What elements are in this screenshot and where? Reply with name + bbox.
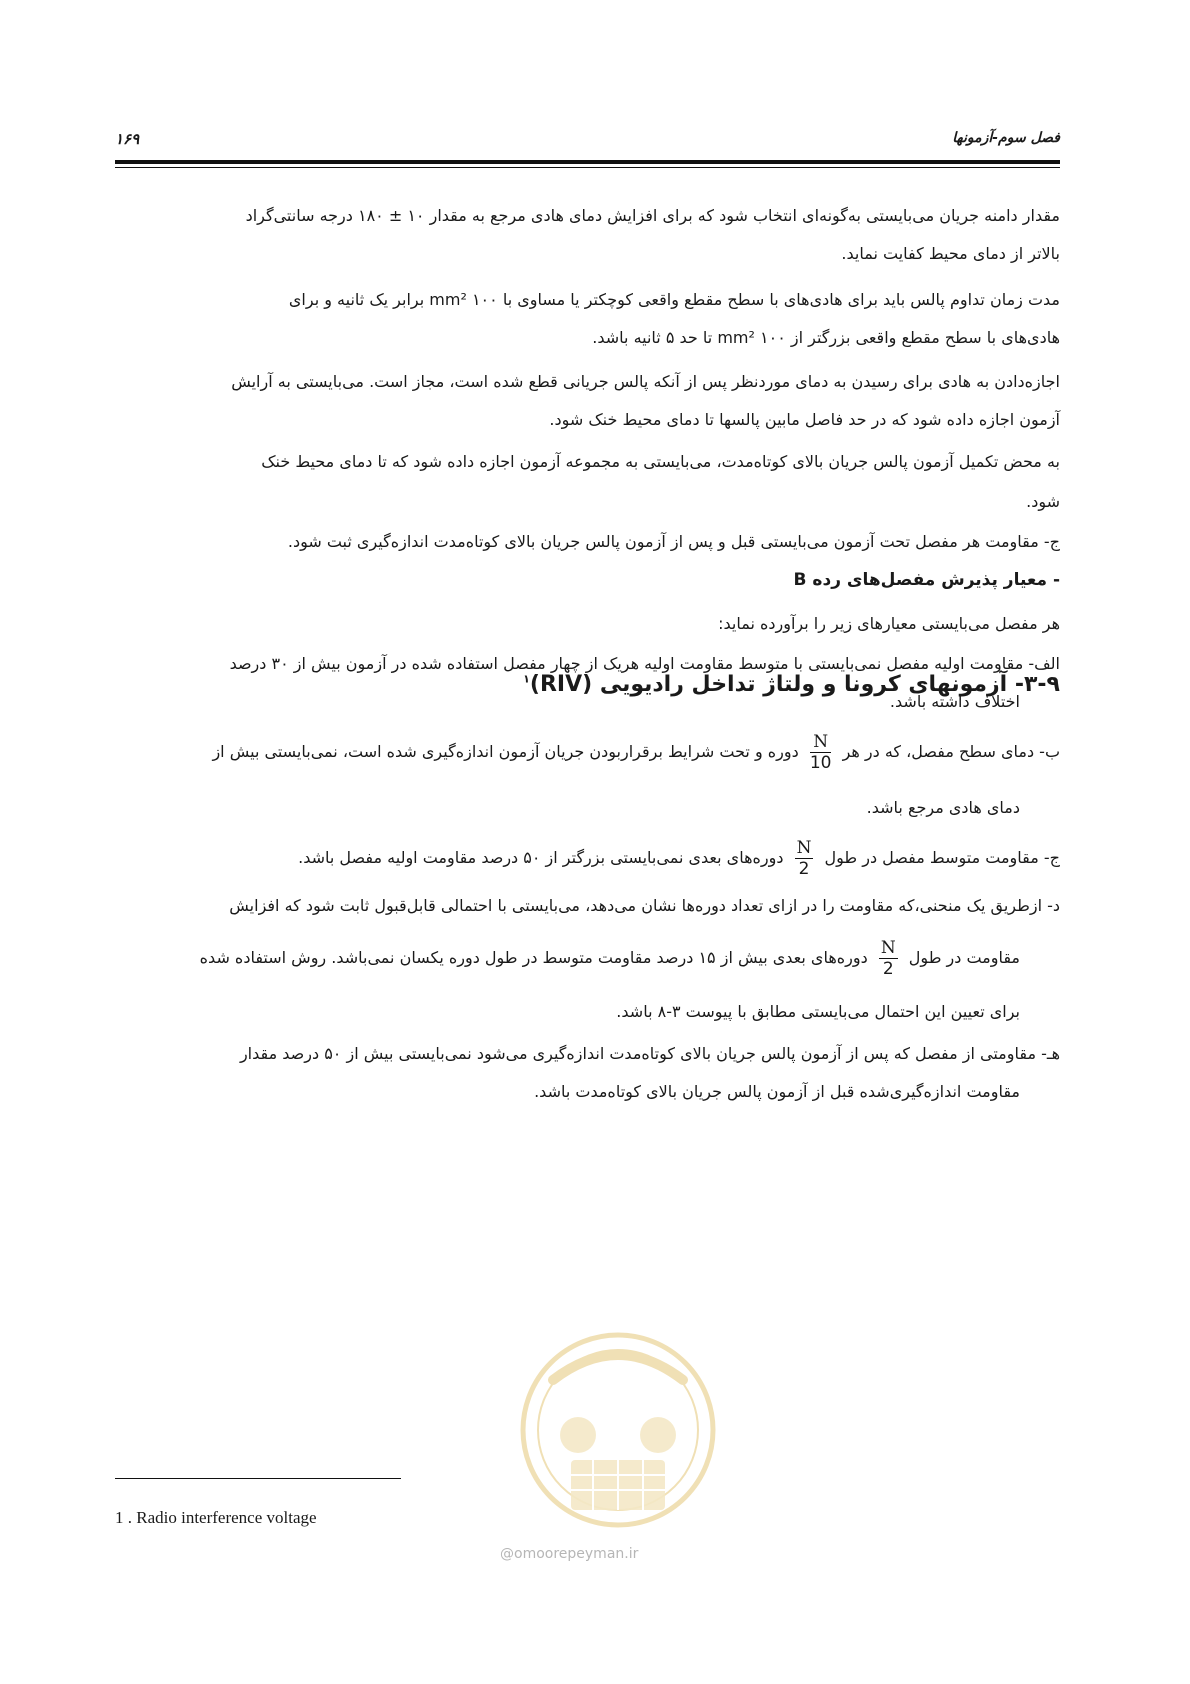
criterion-dal-line-3: برای تعیین این احتمال می‌بایستی مطابق با پیوست ۳-۸ باشد. — [616, 1002, 1020, 1021]
header-rule-thin — [115, 167, 1060, 168]
paragraph-4-line-1: به محض تکمیل آزمون پالس جریان بالای کوتاه‌مدت، می‌بایستی به مجموعه آزمون اجازه داده شود که تا دمای محیط خنک — [261, 452, 1060, 471]
paragraph-1-line-1: مقدار دامنه جریان می‌بایستی به‌گونه‌ای انتخاب شود که برای افزایش دمای هادی مرجع به مقدار ۱۰ ± ۱۸۰ درجه سانتی‌گراد — [245, 206, 1060, 225]
criterion-be-line-2: دمای هادی مرجع باشد. — [866, 798, 1020, 817]
fraction-denominator: 2 — [798, 859, 810, 879]
page-header — [115, 130, 1060, 154]
criterion-jim-pre: ج- مقاومت متوسط مفصل در طول — [824, 848, 1060, 867]
paragraph-3-line-1: اجازه‌دادن به هادی برای رسیدن به دمای موردنظر پس از آنکه پالس جریانی قطع شده است، مجاز است. می‌بایستی به آرایش — [231, 372, 1060, 391]
criterion-dal-post: دوره‌های بعدی بیش از ۱۵ درصد مقاومت متوسط در طول دوره یکسان نمی‌باشد. روش استفاده شده — [199, 948, 868, 967]
section-title — [523, 672, 1060, 697]
criterion-he-line-2: مقاومت اندازه‌گیری‌شده قبل از آزمون پالس جریان بالای کوتاه‌مدت باشد. — [534, 1082, 1020, 1101]
paragraph-4-line-2: شود. — [1026, 492, 1060, 511]
paragraph-1-line-2: بالاتر از دمای محیط کفایت نماید. — [841, 244, 1060, 263]
page-number: ۱۶۹ — [115, 130, 140, 148]
fraction-n-over-10 — [810, 732, 832, 773]
fraction-n-over-2 — [879, 938, 898, 979]
criterion-be-post: دوره و تحت شرایط برقراربودن جریان آزمون اندازه‌گیری شده است، نمی‌بایستی بیش از — [212, 742, 799, 761]
criterion-jim-post: دوره‌های بعدی نمی‌بایستی بزرگتر از ۵۰ درصد مقاومت اولیه مفصل باشد. — [298, 848, 784, 867]
paragraph-2-line-2: هادی‌های با سطح مقطع واقعی بزرگتر از ۱۰۰ mm² تا حد ۵ ثانیه باشد. — [592, 328, 1060, 347]
fraction-denominator: 2 — [882, 959, 894, 979]
paragraph-3-line-2: آزمون اجازه داده شود که در حد فاصل مابین پالسها تا دمای محیط خنک شود. — [549, 410, 1060, 429]
criterion-jim-line — [115, 838, 1060, 879]
criterion-dal-line-2 — [200, 938, 1020, 979]
criterion-alef-line-1: الف- مقاومت اولیه مفصل نمی‌بایستی با متوسط مقاومت اولیه هریک از چهار مفصل استفاده شده در آزمون بیش از ۳۰ درصد — [229, 654, 1060, 673]
item-c-record-line: ج- مقاومت هر مفصل تحت آزمون می‌بایستی قبل و پس از آزمون پالس جریان بالای کوتاه‌مدت اندازه‌گیری ثبت شود. — [287, 532, 1060, 551]
criterion-dal-pre: مقاومت در طول — [908, 948, 1020, 967]
header-rule-thick — [115, 160, 1060, 164]
section-footnote-mark: ۱ — [523, 672, 530, 686]
criterion-dal-line-1: د- ازطریق یک منحنی،که مقاومت را در ازای تعداد دوره‌ها نشان می‌دهد، می‌بایستی با احتمالی قابل‌قبول ثابت شود که افزایش — [229, 896, 1060, 915]
fraction-numerator: N — [796, 838, 812, 858]
paragraph-2-line-1: مدت زمان تداوم پالس باید برای هادی‌های با سطح مقطع واقعی کوچکتر یا مساوی با ۱۰۰ mm² برابر یک ثانیه و برای — [288, 290, 1060, 309]
subheading-class-b-criteria: - معیار پذیرش مفصل‌های رده B — [793, 570, 1060, 590]
footnote: 1 . Radio interference voltage — [115, 1508, 317, 1527]
fraction-numerator: N — [810, 732, 832, 753]
fraction-numerator: N — [880, 938, 896, 958]
chapter-title: فصل سوم-آزمونها — [952, 130, 1060, 146]
fraction-n-over-2 — [795, 838, 814, 879]
criterion-be-pre: ب- دمای سطح مفصل، که در هر — [842, 742, 1060, 761]
criterion-he-line-1: هـ- مقاومتی از مفصل که پس از آزمون پالس جریان بالای کوتاه‌مدت اندازه‌گیری می‌شود نمی‌بایستی بیش از ۵۰ درصد مقدار — [239, 1044, 1060, 1063]
footnote-rule — [115, 1478, 401, 1479]
criterion-be-line-1 — [115, 732, 1060, 773]
fraction-denominator: 10 — [809, 753, 832, 773]
section-title-text: ۳-۹- آزمونهای کرونا و ولتاژ تداخل رادیویی (RIV) — [529, 672, 1060, 697]
criterion-alef-line-2: اختلاف داشته باشد. — [889, 692, 1020, 711]
watermark-url: @omoorepeyman.ir — [500, 1546, 639, 1562]
criteria-intro: هر مفصل می‌بایستی معیارهای زیر را برآورده نماید: — [718, 614, 1060, 633]
watermark-logo — [493, 1310, 743, 1560]
